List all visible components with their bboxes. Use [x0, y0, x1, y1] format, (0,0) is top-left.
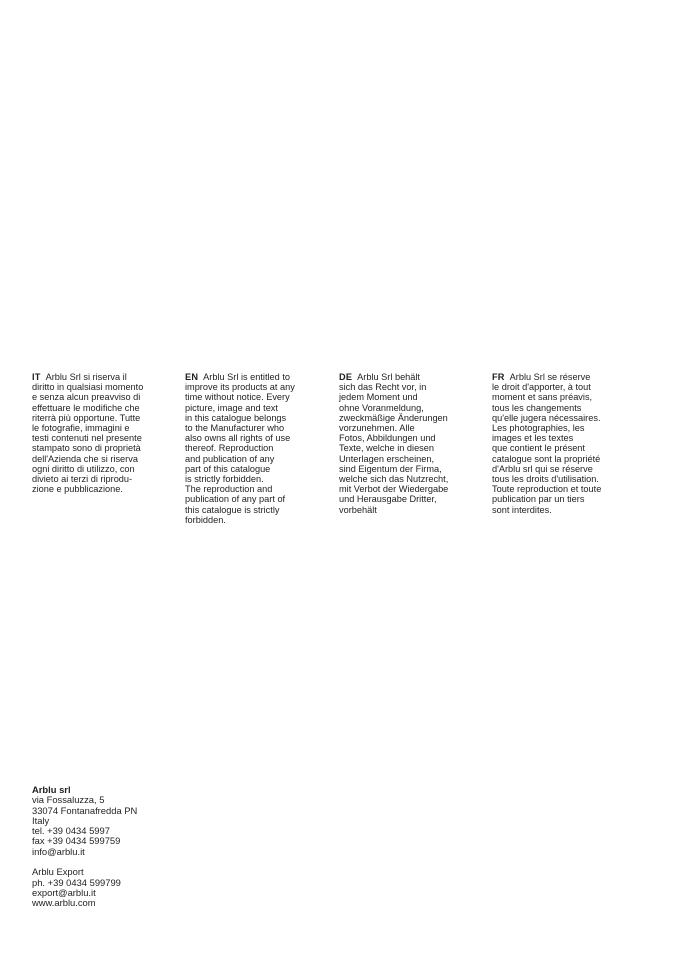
disclaimer-text-it: Arblu Srl si riserva il diritto in qualsiasi momento e senza alcun preavviso di effettuare le modifiche che riterrà più opportune. Tutte le fotografie, immagini e testi contenuti nel presente stampato sono di proprietà dell'Azienda che si riserva ogni diritto di utilizzo, con divieto ai terzi di riprodu- zione e pubblicazione.: [32, 372, 144, 495]
company-phone: tel. +39 0434 5997: [32, 825, 110, 837]
contact-block: [32, 785, 232, 909]
disclaimer-text-en: Arblu Srl is entitled to improve its products at any time without notice. Every picture, image and text in this catalogue belongs to the Manufacturer who also owns all rights of use thereof. Reproduction and publication of any part of this catalogue is strictly forbidden. The reproduction and publication of any part of this catalogue is strictly forbidden.: [185, 372, 295, 525]
company-website: www.arblu.com: [32, 897, 96, 909]
legal-disclaimer: [32, 372, 642, 542]
language-code-de: DE: [339, 372, 353, 382]
export-title: Arblu Export: [32, 866, 84, 878]
company-name: Arblu srl: [32, 784, 71, 795]
export-email: export@arblu.it: [32, 886, 96, 898]
export-phone: ph. +39 0434 599799: [32, 876, 121, 888]
language-code-fr: FR: [492, 372, 505, 382]
disclaimer-german: [339, 372, 481, 515]
disclaimer-text-de: Arblu Srl behält sich das Recht vor, in jedem Moment und ohne Voranmeldung, zweckmäßige Änderungen vorzunehmen. Alle Fotos, Abbildungen und Texte, welche in diesen Unterlagen erscheinen, sind Eigentum der Firma, welche sich das Nutzrecht, mit Verbot der Wiedergabe und Herausgabe Dritter, vorbehält: [339, 372, 449, 515]
company-city: 33074 Fontanafredda PN: [32, 804, 138, 816]
company-address: via Fossaluzza, 5: [32, 794, 105, 806]
company-email: info@arblu.it: [32, 845, 85, 857]
company-fax: fax +39 0434 599759: [32, 835, 121, 847]
language-code-en: EN: [185, 372, 199, 382]
disclaimer-text-fr: Arblu Srl se réserve le droit d'apporter, à tout moment et sans préavis, tous les changements qu'elle jugera nécessaires. Les photographies, les images et les textes que contient le présent catalogue sont la propriété d'Arblu srl qui se réserve tous les droits d'utilisation. Toute reproduction et toute publication par un tiers sont interdites.: [492, 372, 602, 515]
disclaimer-italian: [32, 372, 174, 494]
company-country: Italy: [32, 814, 50, 826]
language-code-it: IT: [32, 372, 41, 382]
disclaimer-english: [185, 372, 327, 525]
disclaimer-french: [492, 372, 634, 515]
